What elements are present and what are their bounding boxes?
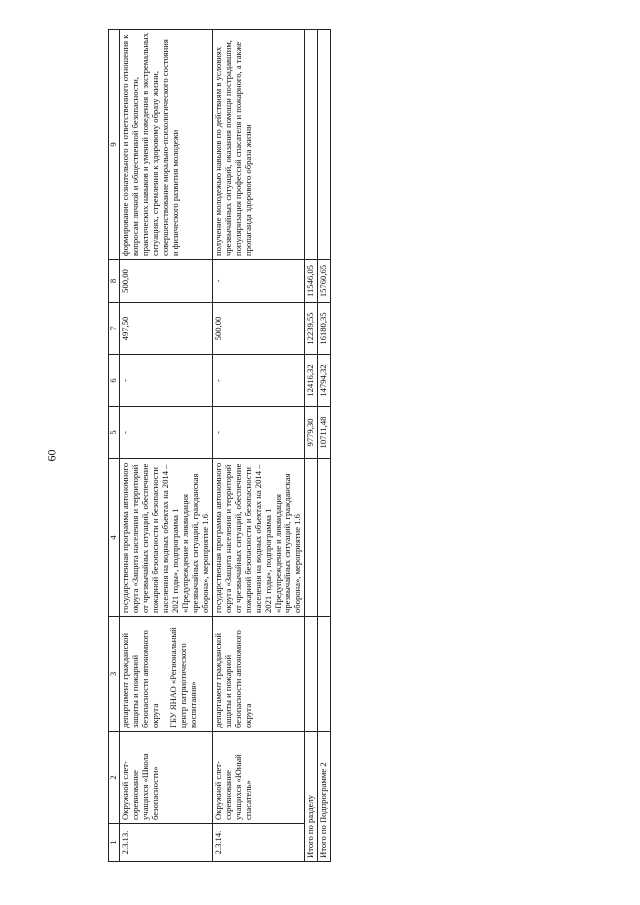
header-cell: 6 xyxy=(109,355,120,407)
table-row xyxy=(212,30,305,862)
header-cell: 7 xyxy=(109,303,120,355)
empty-cell xyxy=(305,617,318,732)
events-table xyxy=(108,29,331,862)
empty-cell xyxy=(305,459,318,617)
executors-cell xyxy=(212,617,305,732)
value-col8: - xyxy=(212,260,305,303)
executor-primary: департамент гражданской защиты и пожарной безопасности автономного округа xyxy=(119,630,160,728)
empty-cell xyxy=(318,617,331,732)
total-label: Итого по Подпрограмме 2 xyxy=(318,732,331,862)
total-col5: 9779,30 xyxy=(305,407,318,459)
total-col5: 10711,48 xyxy=(318,407,331,459)
row-number: 2.3.13. xyxy=(119,824,212,862)
column-number-row xyxy=(109,30,120,862)
value-col7: 500,00 xyxy=(212,303,305,355)
rotated-table-area xyxy=(108,30,614,862)
total-col6: 14794,32 xyxy=(318,355,331,407)
page-number: 60 xyxy=(44,449,59,462)
value-col7: 497,50 xyxy=(119,303,212,355)
total-label: Итого по разделу xyxy=(305,732,318,862)
row-number: 2.3.14. xyxy=(212,824,305,862)
value-col6: - xyxy=(212,355,305,407)
table-row xyxy=(119,30,212,862)
expected-result: формирование сознательного и ответственного отношения к вопросам личной и общественной безопасности, практических навыков и умений поведения в экстремальных ситуациях, стремления к здоровому образу жизни, совершенствование морально-психологического состояния и физического развития молодежи xyxy=(119,30,212,260)
executor-secondary: ГБУ ЯНАО «Региональный центр патриотического воспитания» xyxy=(167,627,198,728)
header-cell: 9 xyxy=(109,30,120,260)
header-cell: 1 xyxy=(109,824,120,862)
event-name: Окружной слет-соревнование учащихся «Школа безопасности» xyxy=(119,732,212,824)
header-cell: 4 xyxy=(109,459,120,617)
header-cell: 2 xyxy=(109,732,120,824)
total-col8: 15760,65 xyxy=(318,260,331,303)
total-col7: 12239,55 xyxy=(305,303,318,355)
executors-cell xyxy=(119,617,212,732)
total-row xyxy=(305,30,318,862)
header-cell: 8 xyxy=(109,260,120,303)
executor-primary: департамент гражданской защиты и пожарной безопасности автономного округа xyxy=(212,630,253,728)
value-col5: - xyxy=(212,407,305,459)
empty-cell xyxy=(318,30,331,260)
header-cell: 5 xyxy=(109,407,120,459)
expected-result: получение молодежью навыков по действиям в условиях чрезвычайных ситуаций, оказания помощи пострадавшим, популяризация профессий спасателя и пожарного, а также пропаганда здорового образа жизни xyxy=(212,30,305,260)
event-name: Окружной слет-соревнование учащихся «Юный спасатель» xyxy=(212,732,305,824)
total-col7: 16180,35 xyxy=(318,303,331,355)
total-col6: 12416,32 xyxy=(305,355,318,407)
empty-cell xyxy=(318,459,331,617)
empty-cell xyxy=(305,30,318,260)
program-source: государственная программа автономного округа «Защита населения и территорий от чрезвычайных ситуаций, обеспечение пожарной безопасности и безопасности населения на водных объектах на 2014 – 2021 годы», подпрограмма 1 «Предупреждение и ликвидация чрезвычайных ситуаций, гражданская оборона», мероприятие 1.6 xyxy=(119,459,212,617)
value-col6: - xyxy=(119,355,212,407)
value-col5: - xyxy=(119,407,212,459)
header-cell: 3 xyxy=(109,617,120,732)
total-col8: 11546,05 xyxy=(305,260,318,303)
value-col8: 500,00 xyxy=(119,260,212,303)
program-source: государственная программа автономного округа «Защита населения и территорий от чрезвычайных ситуаций, обеспечение пожарной безопасности и безопасности населения на водных объектах на 2014 – 2021 годы», подпрограмма 1 «Предупреждение и ликвидация чрезвычайных ситуаций, гражданская оборона», мероприятие 1.6 xyxy=(212,459,305,617)
total-row xyxy=(318,30,331,862)
